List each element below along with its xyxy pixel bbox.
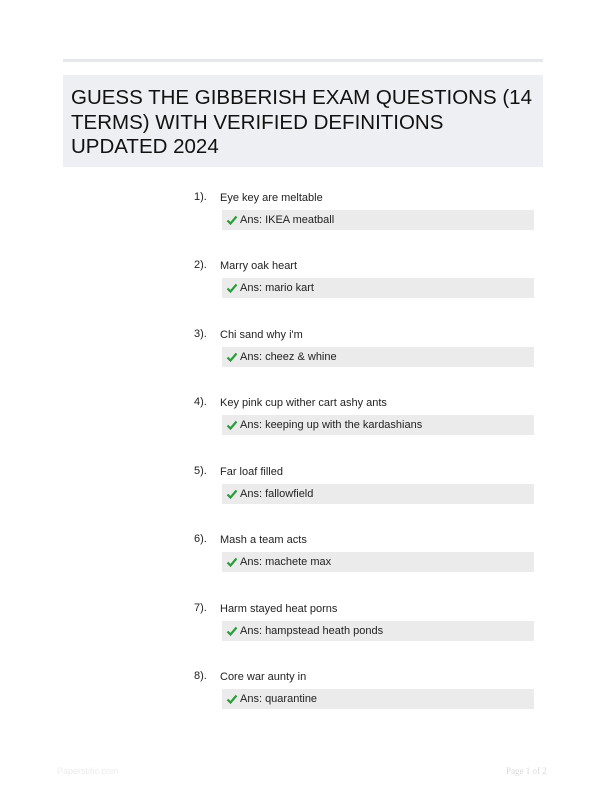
check-icon [226,693,238,705]
list-item [0,328,606,388]
question-text: Chi sand why i'm [220,329,303,341]
question-text: Harm stayed heat porns [220,603,338,615]
item-number: 7). [194,602,207,614]
item-number: 3). [194,328,207,340]
item-number: 8). [194,670,207,682]
page-number: Page 1 of 2 [506,766,547,776]
item-number: 5). [194,465,207,477]
check-icon [226,214,238,226]
list-item [0,259,606,319]
answer-box [222,484,534,504]
answer-text: Ans: IKEA meatball [240,214,335,226]
answer-text: Ans: machete max [240,556,332,568]
list-item [0,396,606,456]
answer-box [222,689,534,709]
item-number: 6). [194,533,207,545]
check-icon [226,282,238,294]
item-number: 4). [194,396,207,408]
answer-box [222,278,534,298]
top-divider [63,59,543,62]
title-banner [63,75,543,167]
check-icon [226,625,238,637]
list-item [0,533,606,593]
list-item [0,602,606,662]
answer-text: Ans: fallowfield [240,488,314,500]
check-icon [226,488,238,500]
document-title: GUESS THE GIBBERISH EXAM QUESTIONS (14 TERMS) WITH VERIFIED DEFINITIONS UPDATED 2024 [71,86,532,158]
answer-box [222,415,534,435]
answer-text: Ans: quarantine [240,693,318,705]
answer-text: Ans: cheez & whine [240,351,337,363]
question-text: Key pink cup wither cart ashy ants [220,397,387,409]
answer-box [222,210,534,230]
question-text: Far loaf filled [220,466,283,478]
item-number: 1). [194,191,207,203]
check-icon [226,419,238,431]
answer-box [222,621,534,641]
footer-site: Paperstitic.com [57,766,119,776]
item-number: 2). [194,259,207,271]
check-icon [226,351,238,363]
answer-box [222,347,534,367]
answer-text: Ans: mario kart [240,282,314,294]
question-text: Eye key are meltable [220,192,323,204]
answer-box [222,552,534,572]
question-text: Core war aunty in [220,671,307,683]
question-text: Marry oak heart [220,260,298,272]
question-text: Mash a team acts [220,534,307,546]
list-item [0,191,606,251]
check-icon [226,556,238,568]
answer-text: Ans: keeping up with the kardashians [240,419,423,431]
list-item [0,465,606,525]
list-item [0,670,606,730]
answer-text: Ans: hampstead heath ponds [240,625,384,637]
